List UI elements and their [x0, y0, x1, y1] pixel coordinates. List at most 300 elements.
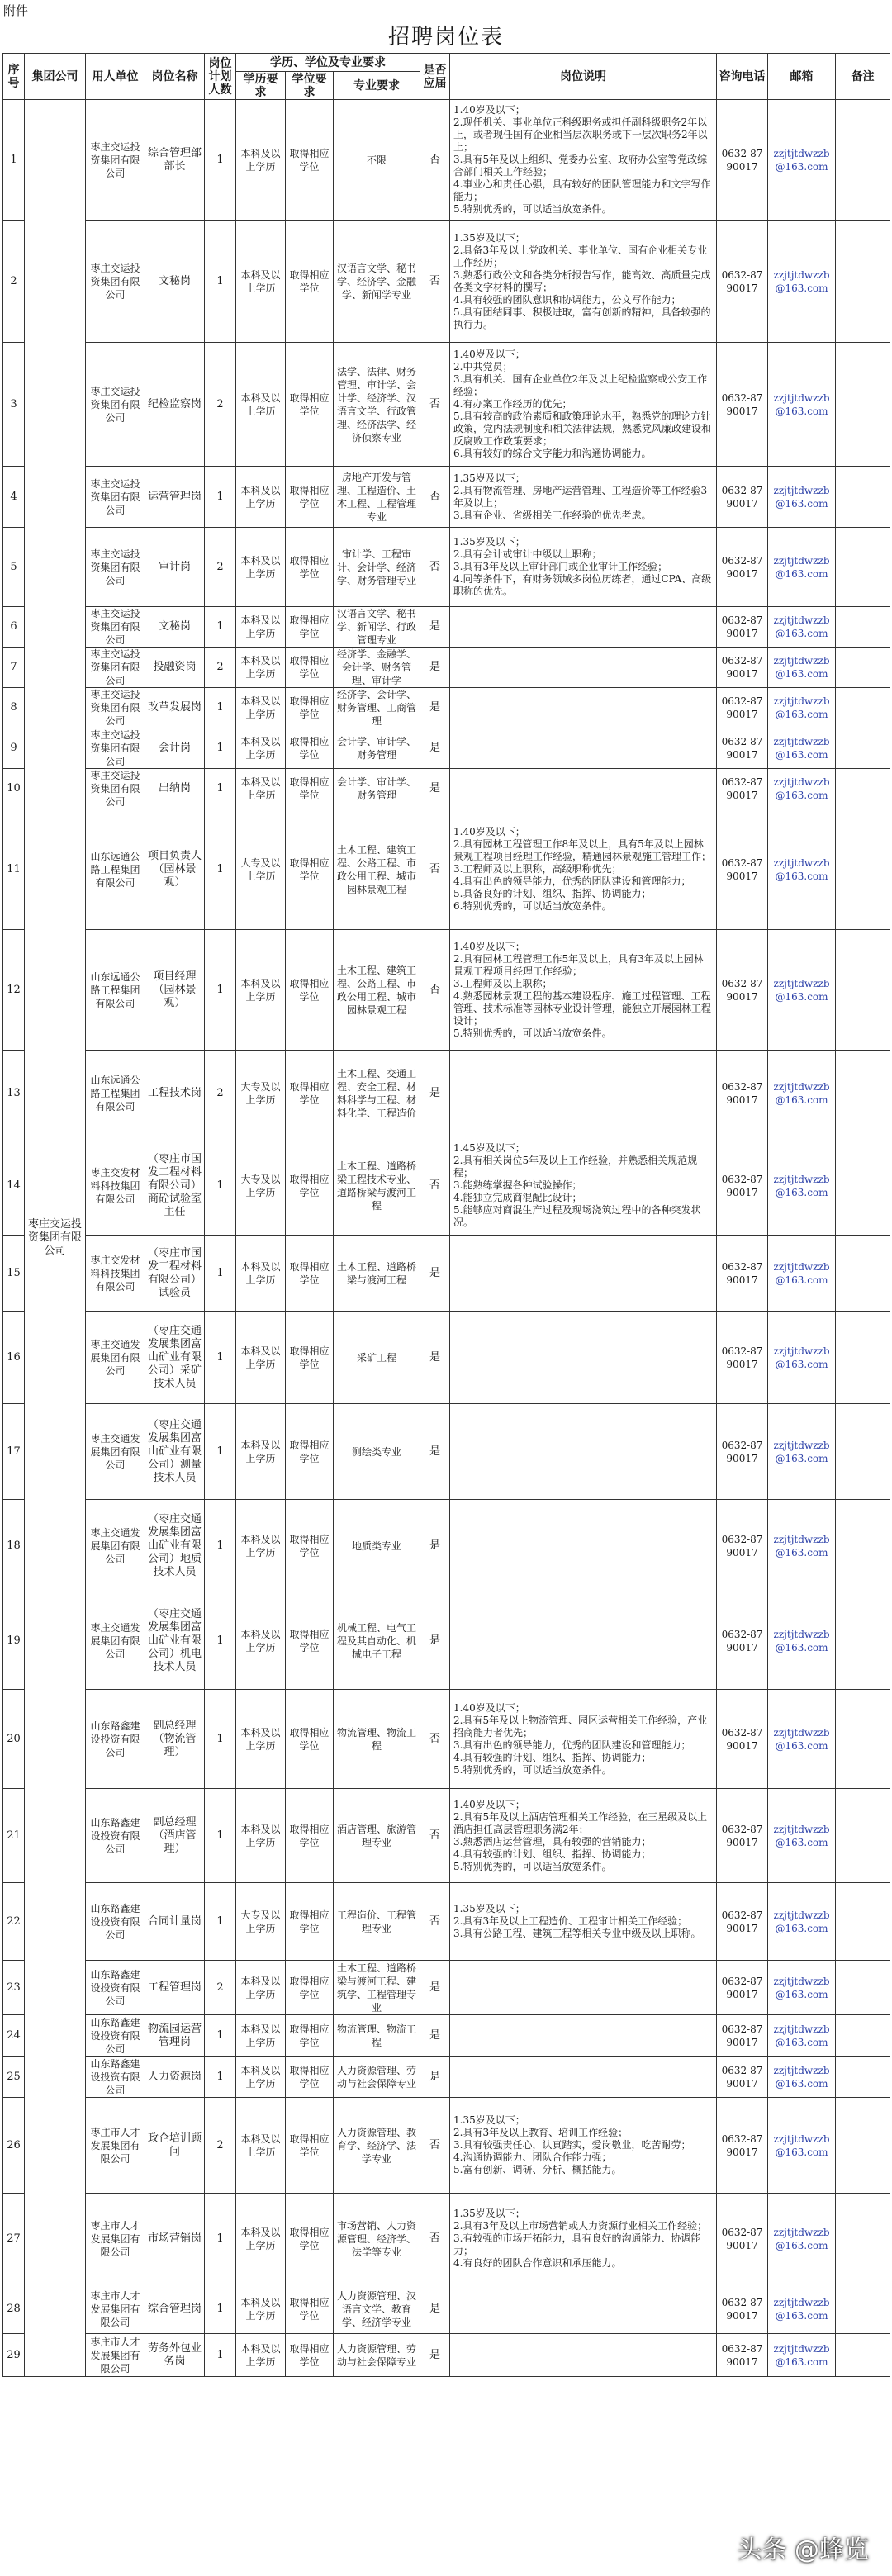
table-row — [3, 1500, 890, 1592]
cell-post: （枣庄交通发展集团富山矿业有限公司）地质技术人员 — [145, 1500, 205, 1592]
cell-degree: 取得相应学位 — [286, 2284, 334, 2334]
cell-phone: 0632-8790017 — [717, 2015, 768, 2057]
cell-unit: 山东远通公路工程集团有限公司 — [86, 930, 145, 1051]
cell-email: zzjtjtdwzzb@163.com — [768, 528, 836, 607]
cell-phone: 0632-8790017 — [717, 688, 768, 728]
header-no: 序号 — [3, 54, 25, 100]
cell-no: 2 — [3, 221, 25, 343]
cell-phone: 0632-8790017 — [717, 2334, 768, 2377]
cell-post: 会计岗 — [145, 728, 205, 769]
cell-count: 1 — [205, 809, 236, 930]
cell-email: zzjtjtdwzzb@163.com — [768, 2057, 836, 2098]
cell-education: 大专及以上学历 — [236, 1051, 286, 1136]
cell-post: 政企培训顾问 — [145, 2098, 205, 2194]
cell-post: （枣庄市国发工程材料有限公司）试验员 — [145, 1236, 205, 1312]
page-title: 招聘岗位表 — [387, 25, 504, 50]
cell-major: 审计学、工程审计、会计学、经济学、财务管理专业 — [334, 528, 420, 607]
cell-no: 11 — [3, 809, 25, 930]
cell-note — [836, 2015, 890, 2057]
cell-count: 1 — [205, 688, 236, 728]
cell-degree: 取得相应学位 — [286, 728, 334, 769]
cell-description: 1.40岁及以下； 2.中共党员； 3.具有机关、国有企业单位2年及以上纪检监察或公安工作经验； 4.有办案工作经历的优先； 5.具有较高的政治素质和政策理论水平，熟悉党的理论方针政策，党内法规制度和相关法律法规，熟悉党风廉政建设和反腐败工作政策要求； 6.具有较好的综合文字能力和沟通协调能力。 — [450, 343, 717, 467]
cell-education: 本科及以上学历 — [236, 1690, 286, 1789]
cell-degree: 取得相应学位 — [286, 1404, 334, 1500]
cell-degree: 取得相应学位 — [286, 930, 334, 1051]
cell-description: 1.45岁及以下； 2.具有相关岗位5年及以上工作经验，并熟悉相关规范规程； 3.能熟练掌握各种试验操作； 4.能独立完成商混配比设计； 5.能够应对商混生产过程及现场浇筑过程中的各种突发状况。 — [450, 1136, 717, 1236]
cell-phone: 0632-8790017 — [717, 1236, 768, 1312]
cell-no: 9 — [3, 728, 25, 769]
cell-degree: 取得相应学位 — [286, 688, 334, 728]
cell-no: 28 — [3, 2284, 25, 2334]
cell-email: zzjtjtdwzzb@163.com — [768, 343, 836, 467]
table-row — [3, 1883, 890, 1961]
cell-note — [836, 1961, 890, 2015]
cell-education: 本科及以上学历 — [236, 1404, 286, 1500]
cell-education: 本科及以上学历 — [236, 2284, 286, 2334]
cell-unit: 枣庄交发材料科技集团有限公司 — [86, 1236, 145, 1312]
cell-major: 会计学、审计学、财务管理 — [334, 769, 420, 809]
cell-note — [836, 2194, 890, 2284]
cell-major: 市场营销、人力资源管理、经济学、法学等专业 — [334, 2194, 420, 2284]
cell-post: 审计岗 — [145, 528, 205, 607]
cell-phone: 0632-8790017 — [717, 221, 768, 343]
cell-degree: 取得相应学位 — [286, 528, 334, 607]
table-row — [3, 728, 890, 769]
cell-count: 1 — [205, 2334, 236, 2377]
cell-description: 1.35岁及以下； 2.具有会计或审计中级以上职称； 3.具有3年及以上审计部门或企业审计工作经验； 4.同等条件下，有财务领域多岗位历练者，通过CPA、高级职称的优先。 — [450, 528, 717, 607]
cell-no: 24 — [3, 2015, 25, 2057]
cell-unit: 山东路鑫建设投资有限公司 — [86, 1961, 145, 2015]
cell-post: （枣庄交通发展集团富山矿业有限公司）采矿技术人员 — [145, 1312, 205, 1404]
cell-fresh-grad: 是 — [420, 1500, 450, 1592]
cell-degree: 取得相应学位 — [286, 1236, 334, 1312]
table-row — [3, 930, 890, 1051]
cell-major: 工程造价、工程管理专业 — [334, 1883, 420, 1961]
cell-count: 1 — [205, 1883, 236, 1961]
cell-email: zzjtjtdwzzb@163.com — [768, 648, 836, 688]
cell-no: 16 — [3, 1312, 25, 1404]
cell-no: 14 — [3, 1136, 25, 1236]
cell-degree: 取得相应学位 — [286, 1690, 334, 1789]
cell-phone: 0632-8790017 — [717, 728, 768, 769]
cell-unit: 山东路鑫建设投资有限公司 — [86, 1789, 145, 1883]
table-row — [3, 769, 890, 809]
cell-note — [836, 343, 890, 467]
cell-description — [450, 1312, 717, 1404]
header-group: 集团公司 — [25, 54, 86, 100]
cell-note — [836, 607, 890, 648]
cell-count: 1 — [205, 1404, 236, 1500]
cell-count: 1 — [205, 2194, 236, 2284]
cell-unit: 枣庄交运投资集团有限公司 — [86, 221, 145, 343]
cell-major: 汉语言文学、秘书学、新闻学、行政管理专业 — [334, 607, 420, 648]
cell-count: 2 — [205, 2098, 236, 2194]
cell-unit: 枣庄交通发展集团有限公司 — [86, 1500, 145, 1592]
cell-note — [836, 221, 890, 343]
cell-email: zzjtjtdwzzb@163.com — [768, 1789, 836, 1883]
cell-education: 本科及以上学历 — [236, 1592, 286, 1690]
cell-note — [836, 1236, 890, 1312]
cell-major: 人力资源管理、劳动与社会保障专业 — [334, 2057, 420, 2098]
cell-phone: 0632-8790017 — [717, 2284, 768, 2334]
header-phone: 咨询电话 — [717, 54, 768, 100]
cell-email: zzjtjtdwzzb@163.com — [768, 467, 836, 528]
cell-unit: 枣庄市人才发展集团有限公司 — [86, 2334, 145, 2377]
cell-degree: 取得相应学位 — [286, 2194, 334, 2284]
cell-education: 本科及以上学历 — [236, 2194, 286, 2284]
table-row — [3, 2098, 890, 2194]
cell-education: 大专及以上学历 — [236, 1136, 286, 1236]
cell-email: zzjtjtdwzzb@163.com — [768, 2015, 836, 2057]
cell-description — [450, 1051, 717, 1136]
table-row — [3, 1236, 890, 1312]
cell-unit: 枣庄交运投资集团有限公司 — [86, 467, 145, 528]
cell-post: 出纳岗 — [145, 769, 205, 809]
cell-description — [450, 1404, 717, 1500]
cell-education: 本科及以上学历 — [236, 1500, 286, 1592]
header-unit: 用人单位 — [86, 54, 145, 100]
cell-unit: 枣庄市人才发展集团有限公司 — [86, 2194, 145, 2284]
table-row — [3, 648, 890, 688]
cell-count: 2 — [205, 648, 236, 688]
cell-description: 1.40岁及以下； 2.具有园林工程管理工作8年及以上，具有5年及以上园林景观工程项目经理工作经验，精通园林景观施工管理工作； 3.工程师及以上职称，高级职称优先； 4.具有出色的领导能力，优秀的团队建设和管理能力； 5.具备良好的计划、组织、指挥、协调能力； 6.特别优秀的，可以适当放宽条件。 — [450, 809, 717, 930]
cell-fresh-grad: 否 — [420, 221, 450, 343]
cell-description — [450, 1961, 717, 2015]
cell-post: 物流园运营管理岗 — [145, 2015, 205, 2057]
cell-post: 文秘岗 — [145, 221, 205, 343]
attachment-label: 附件 — [3, 3, 29, 18]
cell-group: 枣庄交运投资集团有限公司 — [25, 100, 86, 2377]
cell-education: 本科及以上学历 — [236, 607, 286, 648]
cell-description — [450, 607, 717, 648]
cell-description: 1.40岁及以下； 2.具有5年及以上物流管理、园区运营相关工作经验，产业招商能力者优先； 3.具有出色的领导能力，优秀的团队建设和管理能力； 4.具有较强的计划、组织、指挥、协调能力； 5.特别优秀的，可以适当放宽条件。 — [450, 1690, 717, 1789]
cell-note — [836, 688, 890, 728]
table-row — [3, 1592, 890, 1690]
cell-fresh-grad: 是 — [420, 1236, 450, 1312]
cell-fresh-grad: 是 — [420, 728, 450, 769]
cell-count: 1 — [205, 467, 236, 528]
cell-degree: 取得相应学位 — [286, 1136, 334, 1236]
cell-note — [836, 1883, 890, 1961]
cell-description: 1.40岁及以下； 2.现任机关、事业单位正科级职务或担任副科级职务2年以上，或者现任国有企业相当层次职务或下一层次职务2年以上； 3.具有5年及以上组织、党委办公室、政府办公室等党政综合部门相关工作经验； 4.事业心和责任心强，具有较好的团队管理能力和文字写作能力； 5.特别优秀的，可以适当放宽条件。 — [450, 100, 717, 221]
cell-education: 本科及以上学历 — [236, 2098, 286, 2194]
cell-phone: 0632-8790017 — [717, 1500, 768, 1592]
cell-note — [836, 1500, 890, 1592]
cell-count: 1 — [205, 930, 236, 1051]
table-row — [3, 2015, 890, 2057]
cell-fresh-grad: 否 — [420, 809, 450, 930]
cell-degree: 取得相应学位 — [286, 100, 334, 221]
cell-email: zzjtjtdwzzb@163.com — [768, 1592, 836, 1690]
cell-note — [836, 2334, 890, 2377]
cell-education: 本科及以上学历 — [236, 221, 286, 343]
cell-description — [450, 728, 717, 769]
cell-post: 合同计量岗 — [145, 1883, 205, 1961]
header-fresh-grad: 是否应届 — [420, 54, 450, 100]
cell-major: 土木工程、道路桥梁与渡河工程 — [334, 1236, 420, 1312]
cell-major: 汉语言文学、秘书学、经济学、金融学、新闻学专业 — [334, 221, 420, 343]
cell-fresh-grad: 否 — [420, 1883, 450, 1961]
cell-post: 项目经理（园林景观） — [145, 930, 205, 1051]
cell-note — [836, 1312, 890, 1404]
cell-email: zzjtjtdwzzb@163.com — [768, 1136, 836, 1236]
cell-degree: 取得相应学位 — [286, 2015, 334, 2057]
table-row — [3, 2194, 890, 2284]
cell-note — [836, 1592, 890, 1690]
cell-unit: 枣庄交运投资集团有限公司 — [86, 728, 145, 769]
cell-major: 经济学、金融学、会计学、财务管理、审计学 — [334, 648, 420, 688]
cell-email: zzjtjtdwzzb@163.com — [768, 2284, 836, 2334]
cell-education: 本科及以上学历 — [236, 100, 286, 221]
cell-no: 17 — [3, 1404, 25, 1500]
table-row — [3, 1961, 890, 2015]
header-major: 专业要求 — [334, 72, 420, 100]
cell-post: 工程管理岗 — [145, 1961, 205, 2015]
cell-major: 土木工程、道路桥梁工程技术专业、道路桥梁与渡河工程 — [334, 1136, 420, 1236]
cell-note — [836, 648, 890, 688]
cell-fresh-grad: 是 — [420, 1961, 450, 2015]
cell-major: 人力资源管理、教育学、经济学、法学专业 — [334, 2098, 420, 2194]
header-count: 岗位计划人数 — [205, 54, 236, 100]
cell-unit: 枣庄交通发展集团有限公司 — [86, 1404, 145, 1500]
cell-no: 23 — [3, 1961, 25, 2015]
cell-count: 1 — [205, 221, 236, 343]
cell-email: zzjtjtdwzzb@163.com — [768, 1690, 836, 1789]
cell-education: 本科及以上学历 — [236, 648, 286, 688]
cell-major: 土木工程、建筑工程、公路工程、市政公用工程、城市园林景观工程 — [334, 809, 420, 930]
cell-email: zzjtjtdwzzb@163.com — [768, 809, 836, 930]
cell-degree: 取得相应学位 — [286, 2098, 334, 2194]
cell-no: 26 — [3, 2098, 25, 2194]
table-row — [3, 2334, 890, 2377]
cell-major: 物流管理、物流工程 — [334, 1690, 420, 1789]
table-row — [3, 2284, 890, 2334]
header-requirements: 学历、学位及专业要求 — [236, 54, 420, 72]
cell-degree: 取得相应学位 — [286, 1312, 334, 1404]
cell-description: 1.35岁及以下； 2.具有3年及以上市场营销或人力资源行业相关工作经验； 3.有较强的市场开拓能力，具有良好的沟通能力、协调能力； 4.有良好的团队合作意识和承压能力。 — [450, 2194, 717, 2284]
cell-description — [450, 769, 717, 809]
cell-fresh-grad: 是 — [420, 607, 450, 648]
header-degree: 学位要求 — [286, 72, 334, 100]
cell-email: zzjtjtdwzzb@163.com — [768, 1236, 836, 1312]
table-row — [3, 688, 890, 728]
cell-email: zzjtjtdwzzb@163.com — [768, 607, 836, 648]
cell-phone: 0632-8790017 — [717, 809, 768, 930]
cell-no: 10 — [3, 769, 25, 809]
cell-education: 本科及以上学历 — [236, 1961, 286, 2015]
cell-phone: 0632-8790017 — [717, 100, 768, 221]
cell-degree: 取得相应学位 — [286, 2057, 334, 2098]
cell-email: zzjtjtdwzzb@163.com — [768, 100, 836, 221]
cell-note — [836, 2284, 890, 2334]
cell-major: 人力资源管理、劳动与社会保障专业 — [334, 2334, 420, 2377]
cell-post: 文秘岗 — [145, 607, 205, 648]
table-row — [3, 809, 890, 930]
cell-education: 本科及以上学历 — [236, 343, 286, 467]
cell-description — [450, 688, 717, 728]
cell-count: 1 — [205, 607, 236, 648]
cell-degree: 取得相应学位 — [286, 1592, 334, 1690]
table-row — [3, 2057, 890, 2098]
cell-post: 人力资源岗 — [145, 2057, 205, 2098]
cell-education: 本科及以上学历 — [236, 930, 286, 1051]
cell-note — [836, 1789, 890, 1883]
cell-unit: 枣庄交运投资集团有限公司 — [86, 528, 145, 607]
table-row — [3, 1789, 890, 1883]
cell-unit: 枣庄交运投资集团有限公司 — [86, 100, 145, 221]
cell-no: 4 — [3, 467, 25, 528]
cell-count: 1 — [205, 1312, 236, 1404]
cell-count: 2 — [205, 343, 236, 467]
cell-email: zzjtjtdwzzb@163.com — [768, 1312, 836, 1404]
cell-phone: 0632-8790017 — [717, 1312, 768, 1404]
cell-fresh-grad: 是 — [420, 2334, 450, 2377]
cell-degree: 取得相应学位 — [286, 607, 334, 648]
cell-fresh-grad: 否 — [420, 930, 450, 1051]
cell-description: 1.35岁及以下； 2.具备3年及以上党政机关、事业单位、国有企业相关专业工作经历； 3.熟悉行政公文和各类分析报告写作，能高效、高质量完成各类文字材料的撰写； 4.具有较强的团队意识和协调能力，公文写作能力； 5.具有团结同事、积极进取，富有创新的精神，具备较强的执行力。 — [450, 221, 717, 343]
table-row — [3, 528, 890, 607]
cell-education: 本科及以上学历 — [236, 688, 286, 728]
cell-fresh-grad: 是 — [420, 769, 450, 809]
cell-no: 29 — [3, 2334, 25, 2377]
cell-education: 本科及以上学历 — [236, 2057, 286, 2098]
cell-count: 1 — [205, 2057, 236, 2098]
cell-fresh-grad: 是 — [420, 648, 450, 688]
cell-count: 1 — [205, 1592, 236, 1690]
cell-education: 本科及以上学历 — [236, 2334, 286, 2377]
cell-count: 1 — [205, 769, 236, 809]
cell-education: 大专及以上学历 — [236, 1883, 286, 1961]
cell-fresh-grad: 是 — [420, 2284, 450, 2334]
cell-email: zzjtjtdwzzb@163.com — [768, 1883, 836, 1961]
cell-email: zzjtjtdwzzb@163.com — [768, 2334, 836, 2377]
cell-count: 1 — [205, 1500, 236, 1592]
cell-phone: 0632-8790017 — [717, 1789, 768, 1883]
cell-description — [450, 2284, 717, 2334]
cell-unit: 枣庄交运投资集团有限公司 — [86, 769, 145, 809]
cell-phone: 0632-8790017 — [717, 648, 768, 688]
cell-phone: 0632-8790017 — [717, 467, 768, 528]
cell-post: （枣庄市国发工程材料有限公司）商砼试验室主任 — [145, 1136, 205, 1236]
cell-phone: 0632-8790017 — [717, 1961, 768, 2015]
cell-no: 13 — [3, 1051, 25, 1136]
cell-email: zzjtjtdwzzb@163.com — [768, 688, 836, 728]
cell-unit: 枣庄交运投资集团有限公司 — [86, 648, 145, 688]
cell-post: 综合管理岗 — [145, 2284, 205, 2334]
header-education: 学历要求 — [236, 72, 286, 100]
cell-post: （枣庄交通发展集团富山矿业有限公司）机电技术人员 — [145, 1592, 205, 1690]
cell-description — [450, 1500, 717, 1592]
cell-degree: 取得相应学位 — [286, 2334, 334, 2377]
cell-note — [836, 769, 890, 809]
cell-note — [836, 1690, 890, 1789]
cell-degree: 取得相应学位 — [286, 1883, 334, 1961]
table-row — [3, 1404, 890, 1500]
cell-major: 法学、法律、财务管理、审计学、会计学、经济学、汉语言文学、行政管理、经济法学、经济侦察专业 — [334, 343, 420, 467]
table-row — [3, 467, 890, 528]
cell-count: 2 — [205, 1051, 236, 1136]
cell-fresh-grad: 是 — [420, 2057, 450, 2098]
cell-education: 本科及以上学历 — [236, 467, 286, 528]
cell-phone: 0632-8790017 — [717, 930, 768, 1051]
cell-description: 1.35岁及以下； 2.具有3年及以上教育、培训工作经验； 3.具有较强责任心，认真踏实，爱岗敬业，吃苦耐劳； 4.沟通协调能力、团队合作能力强； 5.富有创新、调研、分析、概括能力。 — [450, 2098, 717, 2194]
cell-email: zzjtjtdwzzb@163.com — [768, 1404, 836, 1500]
cell-major: 地质类专业 — [334, 1500, 420, 1592]
cell-unit: 山东路鑫建设投资有限公司 — [86, 2015, 145, 2057]
cell-no: 20 — [3, 1690, 25, 1789]
cell-no: 18 — [3, 1500, 25, 1592]
cell-unit: 枣庄交运投资集团有限公司 — [86, 688, 145, 728]
cell-fresh-grad: 否 — [420, 343, 450, 467]
cell-degree: 取得相应学位 — [286, 343, 334, 467]
cell-phone: 0632-8790017 — [717, 1883, 768, 1961]
cell-description — [450, 2057, 717, 2098]
cell-degree: 取得相应学位 — [286, 1500, 334, 1592]
cell-fresh-grad: 是 — [420, 1592, 450, 1690]
cell-major: 土木工程、交通工程、安全工程、材料科学与工程、材料化学、工程造价 — [334, 1051, 420, 1136]
cell-post: 副总经理（物流管理） — [145, 1690, 205, 1789]
cell-unit: 枣庄交运投资集团有限公司 — [86, 607, 145, 648]
table-row — [3, 1312, 890, 1404]
cell-fresh-grad: 否 — [420, 467, 450, 528]
cell-no: 7 — [3, 648, 25, 688]
cell-note — [836, 2098, 890, 2194]
cell-fresh-grad: 是 — [420, 688, 450, 728]
cell-degree: 取得相应学位 — [286, 648, 334, 688]
cell-unit: 山东路鑫建设投资有限公司 — [86, 1690, 145, 1789]
cell-post: （枣庄交通发展集团富山矿业有限公司）测量技术人员 — [145, 1404, 205, 1500]
cell-degree: 取得相应学位 — [286, 769, 334, 809]
cell-post: 投融资岗 — [145, 648, 205, 688]
cell-email: zzjtjtdwzzb@163.com — [768, 1051, 836, 1136]
cell-phone: 0632-8790017 — [717, 1404, 768, 1500]
cell-no: 19 — [3, 1592, 25, 1690]
cell-fresh-grad: 否 — [420, 1789, 450, 1883]
cell-post: 纪检监察岗 — [145, 343, 205, 467]
cell-major: 房地产开发与管理、工程造价、土木工程、工程管理专业 — [334, 467, 420, 528]
cell-fresh-grad: 否 — [420, 2194, 450, 2284]
cell-major: 不限 — [334, 100, 420, 221]
cell-major: 土木工程、建筑工程、公路工程、市政公用工程、城市园林景观工程 — [334, 930, 420, 1051]
cell-phone: 0632-8790017 — [717, 2098, 768, 2194]
cell-education: 本科及以上学历 — [236, 2015, 286, 2057]
cell-unit: 枣庄市人才发展集团有限公司 — [86, 2098, 145, 2194]
cell-major: 物流管理、物流工程 — [334, 2015, 420, 2057]
cell-unit: 山东路鑫建设投资有限公司 — [86, 2057, 145, 2098]
cell-post: 项目负责人（园林景观） — [145, 809, 205, 930]
table-row — [3, 221, 890, 343]
cell-description — [450, 2015, 717, 2057]
cell-no: 22 — [3, 1883, 25, 1961]
cell-unit: 枣庄市人才发展集团有限公司 — [86, 2284, 145, 2334]
cell-major: 会计学、审计学、财务管理 — [334, 728, 420, 769]
cell-major: 经济学、会计学、财务管理、工商管理 — [334, 688, 420, 728]
cell-education: 本科及以上学历 — [236, 1312, 286, 1404]
cell-fresh-grad: 否 — [420, 2098, 450, 2194]
cell-degree: 取得相应学位 — [286, 467, 334, 528]
table-row — [3, 100, 890, 221]
cell-post: 副总经理（酒店管理） — [145, 1789, 205, 1883]
cell-fresh-grad: 是 — [420, 1404, 450, 1500]
table-row — [3, 1136, 890, 1236]
cell-note — [836, 1136, 890, 1236]
header-post: 岗位名称 — [145, 54, 205, 100]
cell-phone: 0632-8790017 — [717, 528, 768, 607]
cell-post: 改革发展岗 — [145, 688, 205, 728]
cell-post: 工程技术岗 — [145, 1051, 205, 1136]
cell-note — [836, 2057, 890, 2098]
cell-description — [450, 1592, 717, 1690]
